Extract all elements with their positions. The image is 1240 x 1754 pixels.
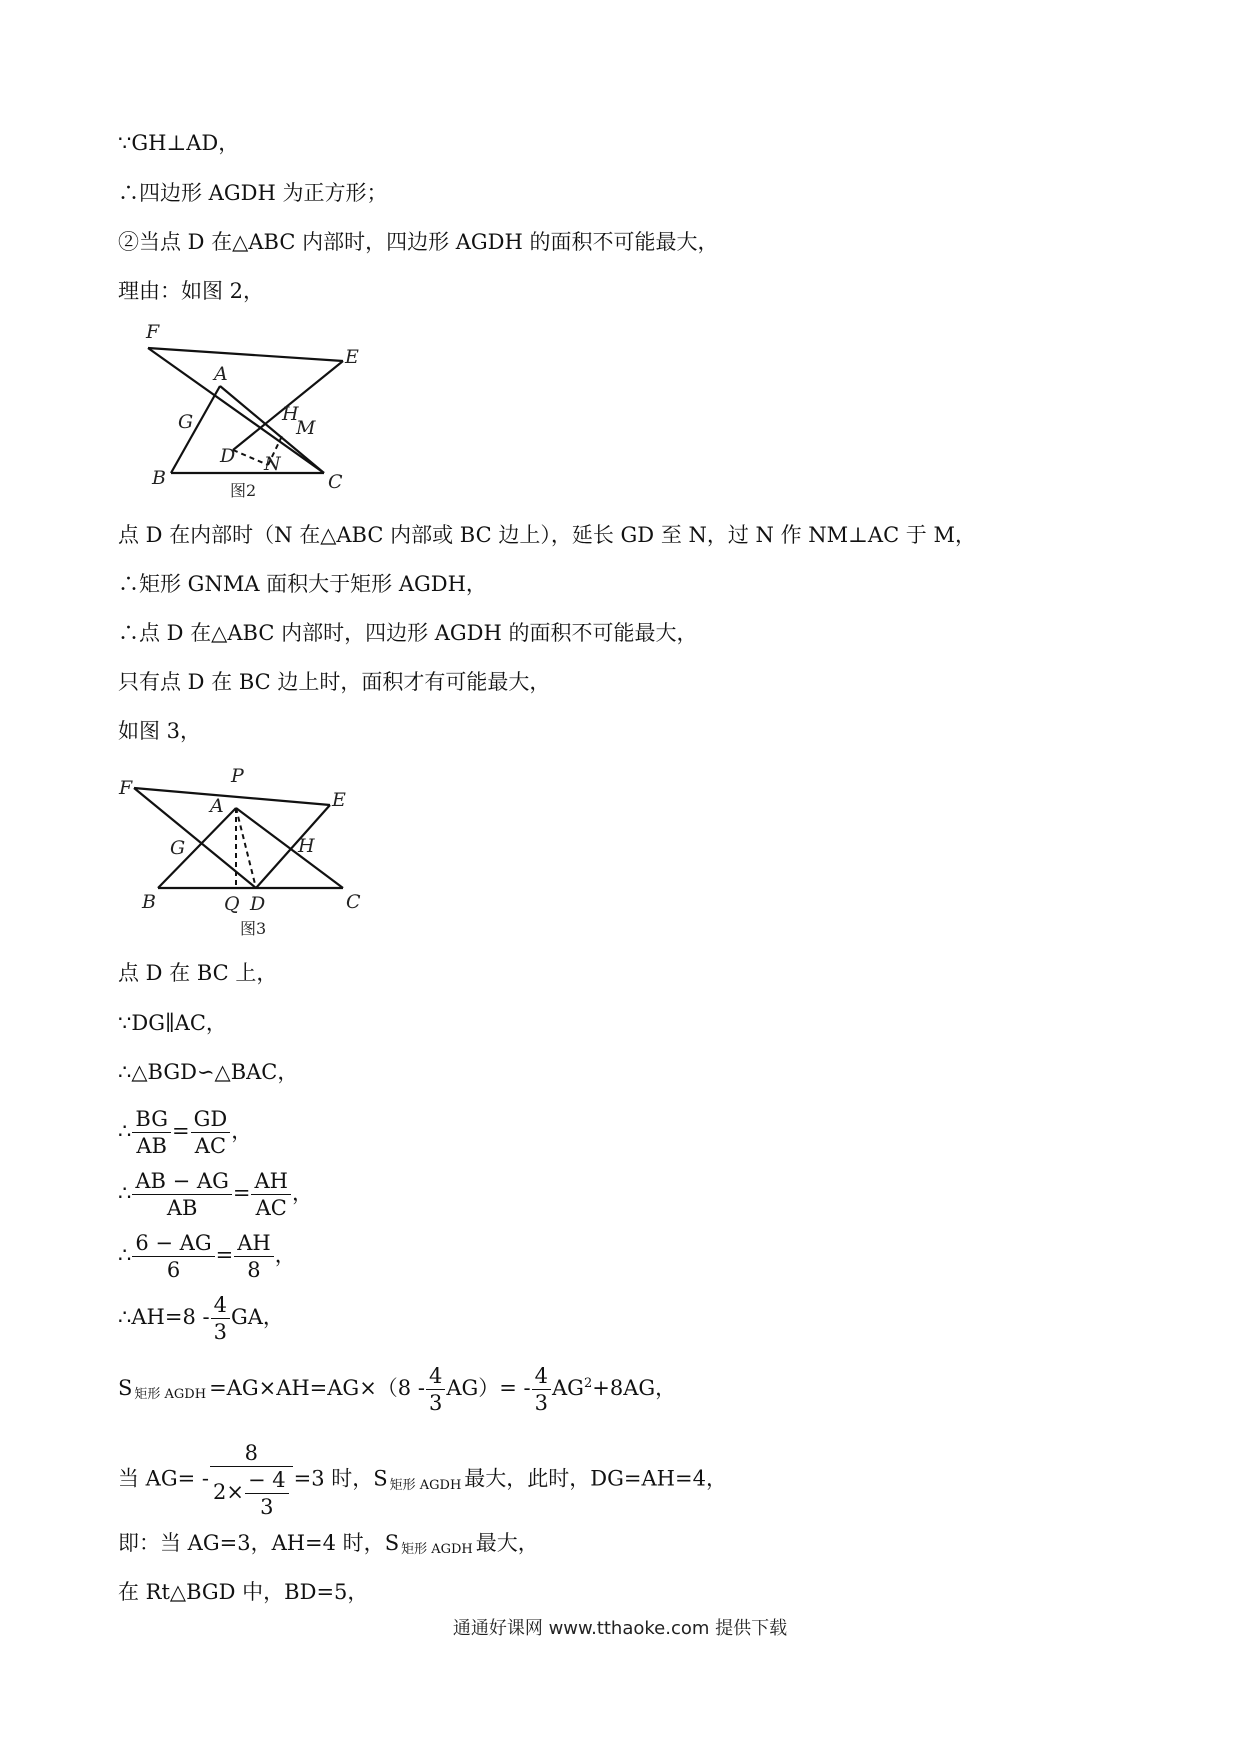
fraction-denominator: 8 [247,1258,261,1282]
text-line-11: ∵DG∥AC， [118,1011,227,1035]
fig2-label-N: N [264,453,281,475]
text-line-last: 在 Rt△BGD 中，BD=5， [118,1580,369,1604]
fig3-label-D: D [250,893,266,915]
fig3-label-C: C [346,891,361,913]
equals-sign: = [171,1119,190,1143]
punctuation: ， [291,1181,313,1205]
fraction-denominator: 3 [428,1391,443,1415]
equation-text: AG [552,1376,584,1400]
fig3-segment-ED [256,805,330,888]
therefore-symbol: ∴ [118,1119,132,1143]
fraction-denominator: AB [136,1134,167,1158]
fraction-4-3 [426,1363,445,1416]
fraction-6ag-6 [132,1230,214,1283]
fraction-denominator: 3 [534,1391,549,1415]
fig2-label-F: F [146,321,160,343]
equation-text: 当 AG= - [118,1466,209,1491]
fig3-label-Q: Q [224,893,240,915]
area-subscript: 矩形 AGDH [389,1477,462,1493]
fig3-segment-AC [236,808,343,888]
fraction-numerator: BG [132,1106,171,1133]
area-symbol: S [373,1466,388,1491]
text-line-9: 如图 3， [118,719,202,743]
text-line-conclusion [118,1528,539,1565]
fig3-caption: 图3 [240,919,267,938]
fraction-4-3 [532,1363,551,1416]
text-line-12: ∴△BGD∽△BAC， [118,1060,299,1084]
area-subscript: 矩形 AGDH [134,1387,207,1402]
fig3-segment-FE [134,788,330,805]
text-line-10: 点 D 在 BC 上， [118,961,278,985]
equation-text: AG）= - [446,1376,531,1400]
fraction-neg4-3 [245,1467,289,1520]
area-subscript: 矩形 AGDH [401,1542,473,1557]
fig2-dashed-DN [233,450,268,465]
figure-2 [118,318,378,500]
fraction-numerator: AB − AG [132,1168,232,1195]
equation-text: 即：当 AG=3，AH=4 时， [118,1531,385,1555]
equals-sign: = [232,1181,251,1205]
page-footer: 通通好课网 www.tthaoke.com 提供下载 [452,1618,788,1639]
equation-ratio-3 [118,1230,296,1283]
fraction-denominator: AB [166,1196,198,1220]
fraction-abag-ab [132,1168,232,1221]
text-line-7: ∴点 D 在△ABC 内部时，四边形 AGDH 的面积不可能最大， [118,621,698,645]
fig3-label-F: F [119,777,133,799]
figure-3 [118,762,378,942]
fraction-numerator: 4 [532,1363,551,1390]
area-symbol: S [384,1531,400,1555]
text-line-6: ∴矩形 GNMA 面积大于矩形 AGDH， [118,572,487,596]
fig3-label-H: H [298,835,315,857]
fig3-label-P: P [231,765,244,787]
therefore-symbol: ∴ [118,1181,132,1205]
equation-text: =AG×AH=AG×（8 - [209,1376,425,1400]
fig3-label-A: A [210,795,224,817]
fraction-bg-ab [132,1106,171,1159]
therefore-symbol: ∴ [118,1243,132,1267]
equation-text: =3 时， [293,1466,374,1491]
fig2-label-A: A [214,363,228,385]
equation-ratio-1 [118,1106,252,1159]
therefore-symbol: ∴ [118,1305,132,1329]
fraction-denominator: AC [194,1134,227,1158]
fig3-label-E: E [332,789,346,811]
fig2-label-G: G [178,411,194,433]
equation-area [118,1363,676,1416]
fraction-numerator: − 4 [245,1467,289,1494]
fraction-numerator: 4 [211,1292,230,1319]
fraction-numerator: GD [191,1106,231,1133]
fraction-numerator: 4 [426,1363,445,1390]
fig3-label-G: G [170,837,186,859]
fraction-denominator: 6 [166,1258,181,1282]
fig2-label-D: D [220,445,236,467]
equation-text: AH=8 - [131,1305,210,1329]
text-line-2: ∴四边形 AGDH 为正方形； [118,181,388,205]
area-symbol: S [118,1376,133,1400]
fig2-label-E: E [345,346,359,368]
text-line-1: ∵GH⊥AD， [118,131,240,155]
equation-ah [118,1292,284,1345]
equation-text: +8AG， [592,1376,677,1400]
equation-text: 最大， [475,1531,539,1555]
fraction-ah-8 [234,1230,273,1283]
equation-maximum [118,1440,727,1520]
punctuation: ， [231,1119,253,1143]
fig2-label-H: H [282,403,299,425]
fraction-complex [210,1440,293,1520]
fraction-numerator: AH [251,1168,290,1195]
fraction-denominator: AC [255,1196,287,1220]
fig2-label-B: B [152,467,166,489]
fig2-label-C: C [328,471,343,493]
fraction-numerator: 6 − AG [132,1230,214,1257]
text-line-8: 只有点 D 在 BC 边上时，面积才有可能最大， [118,670,551,694]
text-line-4: 理由：如图 2， [118,279,265,303]
fraction-denominator [210,1467,293,1520]
fraction-denominator: 3 [260,1495,274,1519]
equals-sign: = [215,1243,234,1267]
fraction-numerator: AH [234,1230,273,1257]
fraction-4-3 [211,1292,230,1345]
text-line-5: 点 D 在内部时（N 在△ABC 内部或 BC 边上），延长 GD 至 N，过 N 作 NM⊥AC 于 M， [118,523,976,547]
fraction-gd-ac [191,1106,231,1159]
punctuation: ， [274,1243,296,1267]
text-line-3: ②当点 D 在△ABC 内部时，四边形 AGDH 的面积不可能最大， [118,230,719,254]
fig3-segment-FD [134,788,256,888]
fig2-caption: 图2 [230,481,257,500]
equation-ratio-2 [118,1168,313,1221]
equation-text: 2× [212,1480,244,1504]
fraction-ah-ac [251,1168,290,1221]
fraction-denominator: 3 [213,1320,227,1344]
fig2-label-M: M [296,417,316,439]
equation-text: 最大，此时，DG=AH=4， [464,1466,727,1491]
fig2-segment-FE [148,348,343,361]
equation-text: GA， [230,1305,284,1329]
fraction-numerator: 8 [210,1440,293,1467]
superscript: 2 [583,1376,593,1391]
fig3-label-B: B [142,891,156,913]
